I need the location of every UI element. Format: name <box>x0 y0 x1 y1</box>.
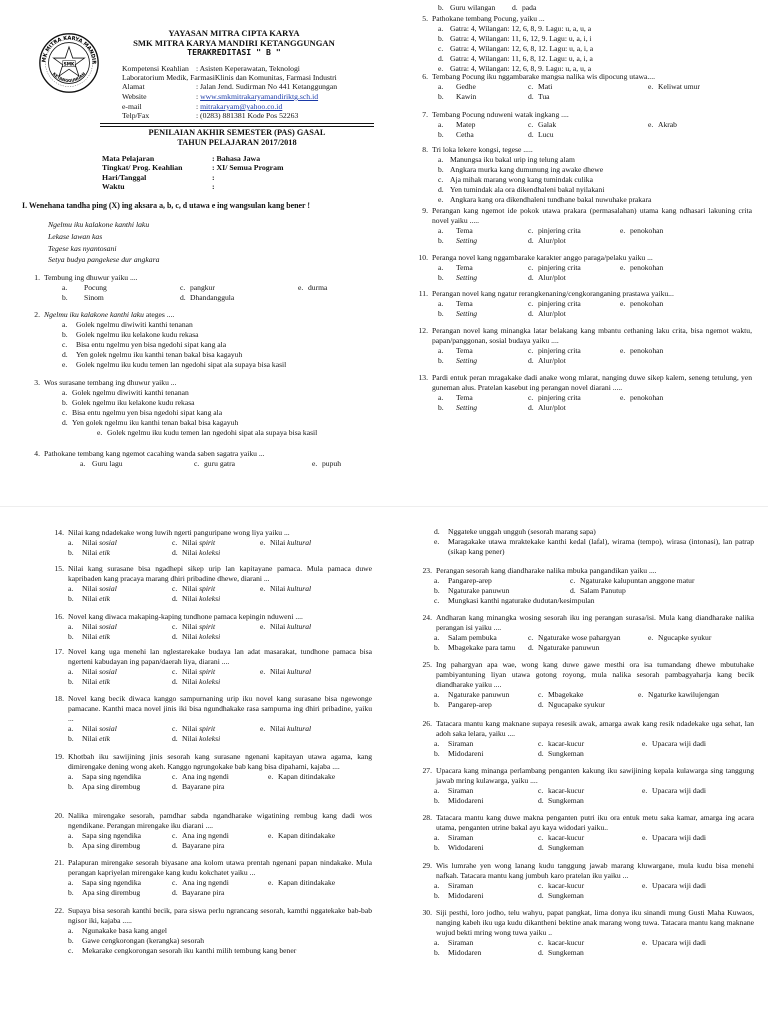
website-label: Website <box>122 92 147 101</box>
option-e[interactable]: e. pupuh <box>312 459 341 469</box>
question-13: 13. Pardi entuk peran mragakake dadi anake wong mlarat, nanging duwe sikep kalem, seneng tetulung, yen guneman alus. Pratelan kasebut ing perangan novel diarani ..... a. Tema c. pinjering crita e. penokohan b. Setting d. Alur/plot <box>418 373 752 413</box>
option-d[interactable]: d. Nggateke unggah ungguh (sesorah marang sapa) <box>434 527 596 536</box>
option-d[interactable]: d. pada <box>512 3 537 12</box>
option-e[interactable]: e. Upacara wiji dadi <box>642 739 706 749</box>
option-b[interactable]: b. Gawe cengkorongan (kerangka) sesorah <box>68 936 205 946</box>
option-e[interactable]: e. penokohan <box>620 226 664 236</box>
option-c[interactable]: c. Mati <box>528 82 553 92</box>
question-14: 14. Nilai kang ndadekake wong luwih ngerti panguripane wong liya yaiku ... a. Nilai sosial c. Nilai spirit e. Nilai kultural b. Nilai etik d. Nilai koleksi <box>54 528 312 558</box>
option-a[interactable]: a. Siraman <box>434 833 474 843</box>
option-c[interactable]: c. Nilai spirit <box>172 584 216 594</box>
email-line: e-mail : mitrakaryam@yahoo.co.id <box>122 102 283 111</box>
left-column <box>0 512 392 1024</box>
question-4: 4. Pathokane tembang kang ngemot cacahing wanda saben sagatra yaiku ... a. Guru lagu c. guru gatra e. pupuh <box>34 449 341 469</box>
question-29: 29. Wis lumrahe yen wong lanang kudu tanggung jawab marang kluwargane, mula kudu bisa menehi nafkah. Tatacara mantu kang jumbuh karo pratelan iku yaiku ... a. Siraman c. kacar-kucur e. Upacara wiji dadi b. Midodareni d. Sungkeman <box>422 861 754 901</box>
option-e[interactable]: e. Angkara kang ora dikendhaleni tundhane bakal nuwuhake prakara <box>438 195 652 205</box>
question-26: 26. Tatacara mantu kang maknane supaya resesik awak, amarga awak kang resik ndadekake uga sehat, lan adoh saka lelara, yaiku .... a. Siraman c. kacar-kucur e. Upacara wiji dadi b. Midodareni d. Sungkeman <box>422 719 754 759</box>
competence-label: Kompetensi Keahlian <box>122 64 189 73</box>
option-b[interactable]: b. Setting <box>438 236 478 246</box>
phone-line <box>122 111 298 121</box>
logo-ring-text-top: MK MITRA KARYA MANDIR <box>41 35 97 65</box>
question-18: 18. Novel kang becik diwaca kanggo sampurnaning urip iku novel kang surasane bisa ngewonge pamacane. Kanthi maca novel jinis iki bisa ngundhakake rasa sampurna ing dhiri pribadine, yaiku ... a. Nilai sosial c. Nilai spirit e. Nilai kultural b. Nilai etik d. Nilai koleksi <box>54 694 372 744</box>
option-d[interactable]: d. Alur/plot <box>528 309 566 319</box>
question-1: 1. Tembung ing dhuwur yaiku .... a. Pocung c. pangkur e. durma b. Sinom d. Dhandanggula <box>34 273 328 303</box>
option-a[interactable]: a. Matep <box>438 120 476 130</box>
option-b[interactable]: b. Cetha <box>438 130 474 140</box>
meta-grade: Tingkat/ Prog. Keahlian : XI/ Semua Program <box>102 163 284 172</box>
option-b[interactable]: b. Nilai etik <box>68 548 111 558</box>
option-d[interactable]: d. Sungkeman <box>538 948 584 958</box>
school-logo <box>38 32 100 94</box>
option-a[interactable]: a. Sapa sing ngendika <box>68 772 142 782</box>
option-a[interactable]: a. Sapa sing ngendika <box>68 878 142 888</box>
option-e[interactable]: e. durma <box>298 283 328 293</box>
option-b[interactable]: b. Apa sing dirembug <box>68 782 141 792</box>
question-10: 10. Peranga novel kang nggambarake karakter anggo paraga/pelaku yaiku ... a. Tema c. pinjering crita e. penokohan b. Setting d. Alur/plot <box>418 253 664 283</box>
question-3: 3. Wos surasane tembang ing dhuwur yaiku ... a. Golek ngelmu diwiwiti kanthi tenanan b. Golek ngelmu iku kelakone kudu rekasa c. Bisa entu ngelmu yen bisa ngedohi sipat kang ala d. Yen golek ngelmu iku kanthi tenan bakal bisa kagayuh e. Golek ngelmu iku kudu temen lan ngedohi sipat ala supaya bisa kasil <box>22 378 367 438</box>
option-a[interactable]: a. Tema <box>438 393 473 403</box>
option-e[interactable]: e. Nilai kultural <box>260 538 312 548</box>
question-2: 2. Ngelmu iku kalakone kanthi laku ateges .... a. Golek ngelmu diwiwiti kanthi tenanan b. Golek ngelmu iku kelakone kudu rekasa c. Bisa entu ngelmu yen bisa ngedohi sipat kang ala d. Yen golek ngelmu iku kanthi tenan bakal bisa kagayuh e. Golek ngelmu iku kudu temen lan ngedohi sipat ala supaya bisa kasil <box>22 310 367 370</box>
meta-time: Waktu : <box>102 182 215 191</box>
option-c[interactable]: c. kacar-kucur <box>538 881 585 891</box>
logo-center-text: SMK <box>63 62 75 68</box>
option-e[interactable]: e. Upacara wiji dadi <box>642 938 706 948</box>
exam-heading <box>100 128 374 148</box>
option-e[interactable]: e. penokohan <box>620 346 664 356</box>
option-a[interactable]: a. Tema <box>438 263 473 273</box>
option-b[interactable]: b. Pangarep-arep <box>434 700 492 710</box>
question-15: 15. Nilai kang surasane bisa ngadhepi sikep urip lan kapitayane pamaca. Mula pamaca duwe kapribaden kang pracaya marang dhiri pribadine dhewe, diarani ... a. Nilai sosial c. Nilai spirit e. Nilai kultural b. Nilai etik d. Nilai koleksi <box>54 564 372 604</box>
exam-page-2 <box>0 512 768 1024</box>
poem-line: Lekase lawan kas <box>48 232 103 241</box>
option-c[interactable]: c. kacar-kucur <box>538 833 585 843</box>
question-20: 20. Nalika mirengake sesorah, pamdhar sabda ngandharake wigatining rembug kang dadi wos ngendikane. Perangan mirengake iku diarani .... a. Sapa sing ngendika c. Ana ing ngendi e. Kapan ditindakake b. Apa sing dirembug d. Bayarane pira <box>54 811 372 851</box>
option-e[interactable]: e. penokohan <box>620 393 664 403</box>
option-d[interactable]: d. Alur/plot <box>528 273 566 283</box>
poem-line: Tegese kas nyantosani <box>48 244 117 253</box>
option-d[interactable]: d. Salam Panutup <box>570 586 626 596</box>
question-19: 19. Khotbah iku sawijining jinis sesorah kang surasane ngenani kapitayan utawa agama, kang dimirengake dening wong akeh. Kanggo ngrungokake bab kang bisa dipahami, kajaba .... a. Sapa sing ngendika c. Ana ing ngendi e. Kapan ditindakake b. Apa sing dirembug d. Bayarane pira <box>54 752 372 792</box>
competence-value: : Asisten Keperawatan, Teknologi <box>196 64 300 73</box>
option-d[interactable]: d. Bayarane pira <box>172 782 225 792</box>
option-c[interactable]: c. Bisa entu ngelmu yen bisa ngedohi sipat kang ala <box>62 408 223 418</box>
address-value: : Jalan Jend. Sudirman No 441 Ketanggungan <box>196 82 338 91</box>
option-a[interactable]: a. Gedhe <box>438 82 476 92</box>
option-d[interactable]: d. Nilai koleksi <box>172 594 221 604</box>
option-d[interactable]: d. Nilai koleksi <box>172 734 221 744</box>
option-c[interactable]: c. pinjering crita <box>528 263 581 273</box>
option-a[interactable]: a. Nilai sosial <box>68 724 117 734</box>
option-a[interactable]: a. Nilai sosial <box>68 622 117 632</box>
option-a[interactable]: a. Tema <box>438 299 473 309</box>
option-b[interactable]: b. Midodaren <box>434 948 482 958</box>
option-e[interactable]: e. Golek ngelmu iku kudu temen lan ngedohi sipat ala supaya bisa kasil <box>62 360 287 370</box>
option-e[interactable]: e. Kapan ditindakake <box>268 878 336 888</box>
school-name: SMK MITRA KARYA MANDIRI KETANGGUNGAN <box>133 38 335 49</box>
question-21: 21. Palapuran mirengake sesorah biyasane ana kolom utawa prentah ngenani papan nindakake. Mula perangan kapriyelan mirengake kang kudu kokchatet yaiku ... a. Sapa sing ngendika c. Ana ing ngendi e. Kapan ditindakake b. Apa sing dirembug d. Bayarane pira <box>54 858 372 898</box>
question-27: 27. Upacara kang minanga perlambang penganten kakung iku sawijining kepala kulawarga sing tanggung jawab mring kulawarga, yaiku .... a. Siraman c. kacar-kucur e. Upacara wiji dadi b. Midodareni d. Sungkeman <box>422 766 754 806</box>
question-22: 22. Supaya bisa sesorah kanthi becik, para siswa perlu ngrancang sesorah, kamthi nggatekake bab-bab ngisor iki, kajaba ..... a. Ngunakake basa kang angel b. Gawe cengkorongan (kerangka) sesorah c. Mekarake cengkorongan sesorah iku kanthi milih tembung kang bener <box>54 906 372 956</box>
option-a[interactable]: a. Siraman <box>434 938 474 948</box>
option-c[interactable]: c. Nilai spirit <box>172 622 216 632</box>
website-link[interactable]: www.smkmitrakaryamandiriktg.sch.id <box>200 92 319 101</box>
question-11: 11. Perangan novel kang ngatur rerangkenaning/cengkoranganing prastawa yaiku... a. Tema c. pinjering crita e. penokohan b. Setting d. Alur/plot <box>418 289 674 319</box>
option-b[interactable]: b. Kawin <box>438 92 477 102</box>
option-d[interactable]: d. Bayarane pira <box>172 888 225 898</box>
option-b[interactable]: b. Nilai etik <box>68 632 111 642</box>
option-b[interactable]: b. Ngaturake panuwun <box>434 586 510 596</box>
option-a[interactable]: a. Manungsa iku bakal urip ing telung alam <box>438 155 575 165</box>
option-e[interactable]: c. Mungkasi kanthi ngaturake dudutan/kesimpulan <box>434 596 595 606</box>
option-d[interactable]: d. Sungkeman <box>538 796 584 806</box>
option-b[interactable]: b. Setting <box>438 273 478 283</box>
option-e[interactable]: e. Golek ngelmu iku kudu temen lan ngedohi sipat ala supaya bisa kasil <box>97 428 318 438</box>
option-a[interactable]: a. Nilai sosial <box>68 584 117 594</box>
option-e[interactable]: e. Ngaturke kawilujengan <box>638 690 720 700</box>
option-a[interactable]: a. Sapa sing ngendika <box>68 831 142 841</box>
option-b[interactable]: b. Sinom <box>62 293 104 303</box>
email-link[interactable]: mitrakaryam@yahoo.co.id <box>200 102 283 111</box>
option-d[interactable]: d. Nilai koleksi <box>172 548 221 558</box>
option-a[interactable]: a. Nilai sosial <box>68 538 117 548</box>
option-e[interactable]: e. Upacara wiji dadi <box>642 786 706 796</box>
option-e[interactable]: e. penokohan <box>620 299 664 309</box>
website-line: Website : www.smkmitrakaryamandiriktg.sch.id <box>122 92 319 101</box>
option-d[interactable]: d. Yen golek ngelmu iku kanthi tenan bakal bisa kagayuh <box>62 418 239 428</box>
option-b[interactable]: b. Nilai etik <box>68 594 111 604</box>
option-e[interactable]: e. Akrab <box>648 120 677 130</box>
option-b[interactable]: b. Golek ngelmu iku kelakone kudu rekasa <box>62 330 199 340</box>
option-e[interactable]: e. Nilai kultural <box>260 667 312 677</box>
option-b[interactable]: b. Apa sing dirembug <box>68 841 141 851</box>
option-c[interactable]: c. pinjering crita <box>528 346 581 356</box>
option-b[interactable]: b. Nilai etik <box>68 734 111 744</box>
option-e[interactable]: e. Maragakake utawa mraktekake kanthi kedal (lafal), wirama (tempo), wirasa (intonasi), lan patrap (sikap kang pener) <box>434 537 754 557</box>
option-b[interactable]: b. Setting <box>438 356 478 366</box>
question-6: 6. Tembang Pocung iku nggambarake mangsa nalika wis dipocung utawa.... a. Gedhe c. Mati e. Keliwat umur b. Kawin d. Tua <box>422 72 700 102</box>
option-c[interactable]: c. Bisa entu ngelmu yen bisa ngedohi sipat kang ala <box>62 340 227 350</box>
option-c[interactable]: c. Ngaturake kalupuntan anggone matur <box>570 576 695 586</box>
question-30: 30. Siji pesthi, loro jodho, telu wahyu, papat pangkat, lima donya iku sinandi mung Gusti Maha Kuwaos, nanging kabeh iku uga kudu dikantheni bektine anak marang wong tuwa. Tatacara mantu kang maknane wujud bekti mring wong tuwa yaiku .. a. Siraman c. kacar-kucur e. Upacara wiji dadi b. Midodaren d. Sungkeman <box>422 908 754 958</box>
question-16: 16. Novel kang diwaca makaping-kaping tundhone pamaca kepingin nduweni .... a. Nilai sosial c. Nilai spirit e. Nilai kultural b. Nilai etik d. Nilai koleksi <box>54 612 312 642</box>
option-a[interactable]: a. Siraman <box>434 739 474 749</box>
poem-line: Ngelmu iku kalakone kanthi laku <box>48 220 150 229</box>
meta-date: Hari/Tanggal : <box>102 173 215 182</box>
phone-label: Telp/Fax <box>122 111 150 120</box>
question-5: 5. Pathokane tembang Pocung, yaiku ... a. Gatra: 4, Wilangan: 12, 6, 8, 9. Lagu: u, a, u, a b. Gatra: 4, Wilangan: 11, 6, 12, 9. Lagu: u, a, i, i c. Gatra: 4, Wilangan: 12, 6, 8, 12. Lagu: u, a, i, a d. Gatra: 4, Wilangan: 11, 6, 8, 12. Lagu: u, a, i, a e. Gatra: 4, Wilangan: 12, 6, 8, 9. Lagu: u, a, u, a <box>414 14 752 74</box>
option-c[interactable]: c. Ana ing ngendi <box>172 831 229 841</box>
option-c[interactable]: c. Galak <box>528 120 557 130</box>
option-b[interactable]: b. Apa sing dirembug <box>68 888 141 898</box>
option-e[interactable]: e. Keliwat umur <box>648 82 700 92</box>
option-b[interactable]: b. Midodareni <box>434 891 484 901</box>
option-e[interactable]: e. Nilai kultural <box>260 584 312 594</box>
option-d[interactable]: d. Nilai koleksi <box>172 677 221 687</box>
option-d[interactable]: d. Alur/plot <box>528 403 566 413</box>
option-c[interactable]: c. kacar-kucur <box>538 786 585 796</box>
option-b[interactable]: b. Nilai etik <box>68 677 111 687</box>
option-b[interactable]: b. Golek ngelmu iku kelakone kudu rekasa <box>62 398 195 408</box>
option-a[interactable]: a. Nilai sosial <box>68 667 117 677</box>
option-c[interactable]: c. pangkur <box>180 283 215 293</box>
option-b[interactable]: b. Setting <box>438 403 478 413</box>
address-line <box>122 82 337 92</box>
option-b[interactable]: b. Angkara murka kang dumunung ing awake dhewe <box>438 165 604 175</box>
option-d[interactable]: d. Sungkeman <box>538 891 584 901</box>
accreditation: TERAKREDITASI " B " <box>187 47 281 58</box>
option-c[interactable]: c. Mekarake cengkorongan sesorah iku kanthi milih tembung kang bener <box>68 946 297 956</box>
meta-subject: Mata Pelajaran : Bahasa Jawa <box>102 154 261 163</box>
option-d[interactable]: d. Sungkeman <box>538 843 584 853</box>
option-e[interactable]: e. Nilai kultural <box>260 724 312 734</box>
letterhead-rule-thick <box>100 123 374 124</box>
svg-text:SMK MITRA KARYA MANDIRI <box>38 32 97 64</box>
option-b[interactable]: b. Midodareni <box>434 749 484 759</box>
option-d[interactable]: d. Bayarane pira <box>172 841 225 851</box>
option-c[interactable]: c. pinjering crita <box>528 299 581 309</box>
option-c[interactable]: c. pinjering crita <box>528 226 581 236</box>
question-12: 12. Perangan novel kang minangka latar belakang kang mbantu cethaning laku crita, bisa ngemot waktu, papan/panggonan, sosial budaya yaiku .... a. Tema c. pinjering crita e. penokohan b. Setting d. Alur/plot <box>418 326 752 366</box>
instruction: I. Wenehana tandha ping (X) ing aksara a, b, c, d utawa e ing wangsulan kang bener ! <box>22 201 310 210</box>
option-e[interactable]: e. penokohan <box>620 263 664 273</box>
option-b[interactable]: b. Guru wilangan <box>438 3 496 12</box>
email-label: e-mail <box>122 102 142 111</box>
option-a[interactable]: a. Golek ngelmu diwiwiti kanthi tenanan <box>62 388 189 398</box>
option-a[interactable]: a. Gatra: 4, Wilangan: 12, 6, 8, 9. Lagu: u, a, u, a <box>438 24 592 34</box>
option-c[interactable]: c. Ngaturake wose pahargyan <box>528 633 621 643</box>
option-c[interactable]: c. Ana ing ngendi <box>172 772 229 782</box>
option-d[interactable]: d. Alur/plot <box>528 356 566 366</box>
question-7: 7. Tembang Pocung nduweni watak ingkang .... a. Matep c. Galak e. Akrab b. Cetha d. Lucu <box>422 110 677 140</box>
option-c[interactable]: c. Nilai spirit <box>172 538 216 548</box>
option-d[interactable]: d. Sungkeman <box>538 749 584 759</box>
option-a[interactable]: a. Tema <box>438 346 473 356</box>
option-d[interactable]: d. Lucu <box>528 130 554 140</box>
question-25: 25. Ing pahargyan apa wae, wong kang duwe gawe mesthi ora isa tumandang dhewe mbutuhake pambiyantuning liyan utawa gotong royong, mula nalika sesorah pambagyaharja kang becik diandharake yaiku .... a. Ngaturake panuwun c. Mbagekake e. Ngaturke kawilujengan b. Pangarep-arep d. Ngucapake syukur <box>422 660 754 710</box>
question-17: 17. Novel kang uga menehi lan nglestarekake budaya lan adat masarakat, tundhone pamaca bisa ngerteni kabudayan ing papan/daerah liya, diarani .... a. Nilai sosial c. Nilai spirit e. Nilai kultural b. Nilai etik d. Nilai koleksi <box>54 647 372 687</box>
competence-value-2: Laboratorium Medik, FarmasiKlinis dan Komunitas, Farmasi Industri <box>122 73 337 82</box>
option-d[interactable]: d. Ngaturake panuwun <box>528 643 600 653</box>
option-c[interactable]: c. Aja mihak marang wong kang tumindak culika <box>438 175 593 185</box>
poem-line: Setya budya pangekese dur angkara <box>48 255 160 264</box>
option-a[interactable]: a. Guru lagu <box>80 459 123 469</box>
phone-value: : (0283) 881381 Kode Pos 52263 <box>196 111 299 120</box>
exam-year: TAHUN PELAJARAN 2017/2018 <box>177 137 297 147</box>
option-c[interactable]: c. Nilai spirit <box>172 667 216 677</box>
option-a[interactable]: a. Tema <box>438 226 473 236</box>
question-8: 8. Tri loka lekere kongsi, tegese ..... a. Manungsa iku bakal urip ing telung alam b. Angkara murka kang dumunung ing awake dhewe c. Aja mihak marang wong kang tumindak culika d. Yen tumindak ala ora dikendhaleni bakal nyilakani e. Angkara kang ora dikendhaleni tundhane bakal nuwuhake prakara <box>414 145 752 205</box>
question-9: 9. Perangan kang ngemot ide pokok utawa prakara (permasalahan) utama kang ndhasari lakuning crita novel yaiku ..... a. Tema c. pinjering crita e. penokohan b. Setting d. Alur/plot <box>422 206 752 246</box>
option-a[interactable]: a. Pangarep-arep <box>434 576 492 586</box>
question-23: 23. Perangan sesorah kang diandharake nalika mbuka pangandikan yaiku .... a. Pangarep-arep c. Ngaturake kalupuntan anggone matur b. Ngaturake panuwun d. Salam Panutup c. Mungkasi kanthi ngaturake dudutan/kesimpulan <box>414 566 754 606</box>
option-a[interactable]: a. Ngunakake basa kang angel <box>68 926 167 936</box>
option-a[interactable]: a. Siraman <box>434 881 474 891</box>
option-d[interactable]: d. Alur/plot <box>528 236 566 246</box>
option-e[interactable]: e. Nilai kultural <box>260 622 312 632</box>
svg-text:KETANGGUNGAN <box>52 71 87 83</box>
option-c[interactable]: c. guru gatra <box>194 459 235 469</box>
option-e[interactable]: e. Ngucapke syukur <box>648 633 712 643</box>
option-a[interactable]: a. Ngaturake panuwun <box>434 690 510 700</box>
question-4-continued <box>438 3 748 13</box>
option-c[interactable]: c. kacar-kucur <box>538 938 585 948</box>
question-22-continued <box>434 527 754 557</box>
option-c[interactable]: c. Ana ing ngendi <box>172 878 229 888</box>
option-b[interactable]: b. Gatra: 4, Wilangan: 11, 6, 12, 9. Lagu: u, a, i, i <box>438 34 592 44</box>
option-a[interactable]: a. Golek ngelmu diwiwiti kanthi tenanan <box>62 320 193 330</box>
letterhead-title <box>100 28 368 58</box>
page-divider <box>0 506 768 507</box>
foundation-name: YAYASAN MITRA CIPTA KARYA <box>168 28 300 38</box>
right-column <box>392 512 768 1024</box>
right-column <box>392 0 768 512</box>
option-c[interactable]: c. pinjering crita <box>528 393 581 403</box>
option-e[interactable]: e. Upacara wiji dadi <box>642 881 706 891</box>
option-c[interactable]: c. kacar-kucur <box>538 739 585 749</box>
left-column <box>0 0 392 512</box>
option-d[interactable]: d. Gatra: 4, Wilangan: 11, 6, 8, 12. Lagu: u, a, i, a <box>438 54 593 64</box>
option-d[interactable]: d. Yen tumindak ala ora dikendhaleni bakal nyilakani <box>438 185 605 195</box>
option-e[interactable]: e. Upacara wiji dadi <box>642 833 706 843</box>
option-a[interactable]: a. Salam pembuka <box>434 633 497 643</box>
option-d[interactable]: d. Nilai koleksi <box>172 632 221 642</box>
exam-title: PENILAIAN AKHIR SEMESTER (PAS) GASAL <box>148 128 326 137</box>
question-28: 28. Tatacara mantu kang duwe makna penganten putri iku ora entuk metu saka kamar, amarga ing acara utama, penganten utrine bakal ayu kaya widodari yaiku.. a. Siraman c. kacar-kucur e. Upacara wiji dadi b. Widodareni d. Sungkeman <box>422 813 754 853</box>
option-d[interactable]: d. Tua <box>528 92 550 102</box>
logo-ring-text-bottom: KETANGGUNGAN <box>51 71 87 83</box>
option-c[interactable]: c. Nilai spirit <box>172 724 216 734</box>
option-b[interactable]: b. Mbagekake para tamu <box>434 643 516 653</box>
option-d[interactable]: d. Yen golek ngelmu iku kanthi tenan bakal bisa kagayuh <box>62 350 243 360</box>
option-d[interactable]: d. Ngucapake syukur <box>538 700 605 710</box>
option-b[interactable]: b. Midodareni <box>434 796 484 806</box>
option-b[interactable]: b. Setting <box>438 309 478 319</box>
option-e[interactable]: e. Gatra: 4, Wilangan: 12, 6, 8, 9. Lagu: u, a, u, a <box>438 64 592 74</box>
option-d[interactable]: d. Dhandanggula <box>180 293 235 303</box>
question-24: 24. Andharan kang minangka wosing sesorah iku ing perangan surasa/isi. Mula kang diandharake nalika perangan isi yaiku .... a. Salam pembuka c. Ngaturake wose pahargyan e. Ngucapke syukur b. Mbagekake para tamu d. Ngaturake panuwun <box>422 613 754 653</box>
option-e[interactable]: e. Kapan ditindakake <box>268 772 336 782</box>
option-e[interactable]: e. Kapan ditindakake <box>268 831 336 841</box>
letterhead-rule-thin <box>100 126 374 127</box>
address-label: Alamat <box>122 82 145 91</box>
option-a[interactable]: a. Pocung <box>62 283 107 293</box>
option-c[interactable]: c. Gatra: 4, Wilangan: 12, 6, 8, 12. Lagu: u, a, i, a <box>438 44 594 54</box>
option-c[interactable]: c. Mbagekake <box>538 690 584 700</box>
option-a[interactable]: a. Siraman <box>434 786 474 796</box>
option-b[interactable]: b. Widodareni <box>434 843 484 853</box>
